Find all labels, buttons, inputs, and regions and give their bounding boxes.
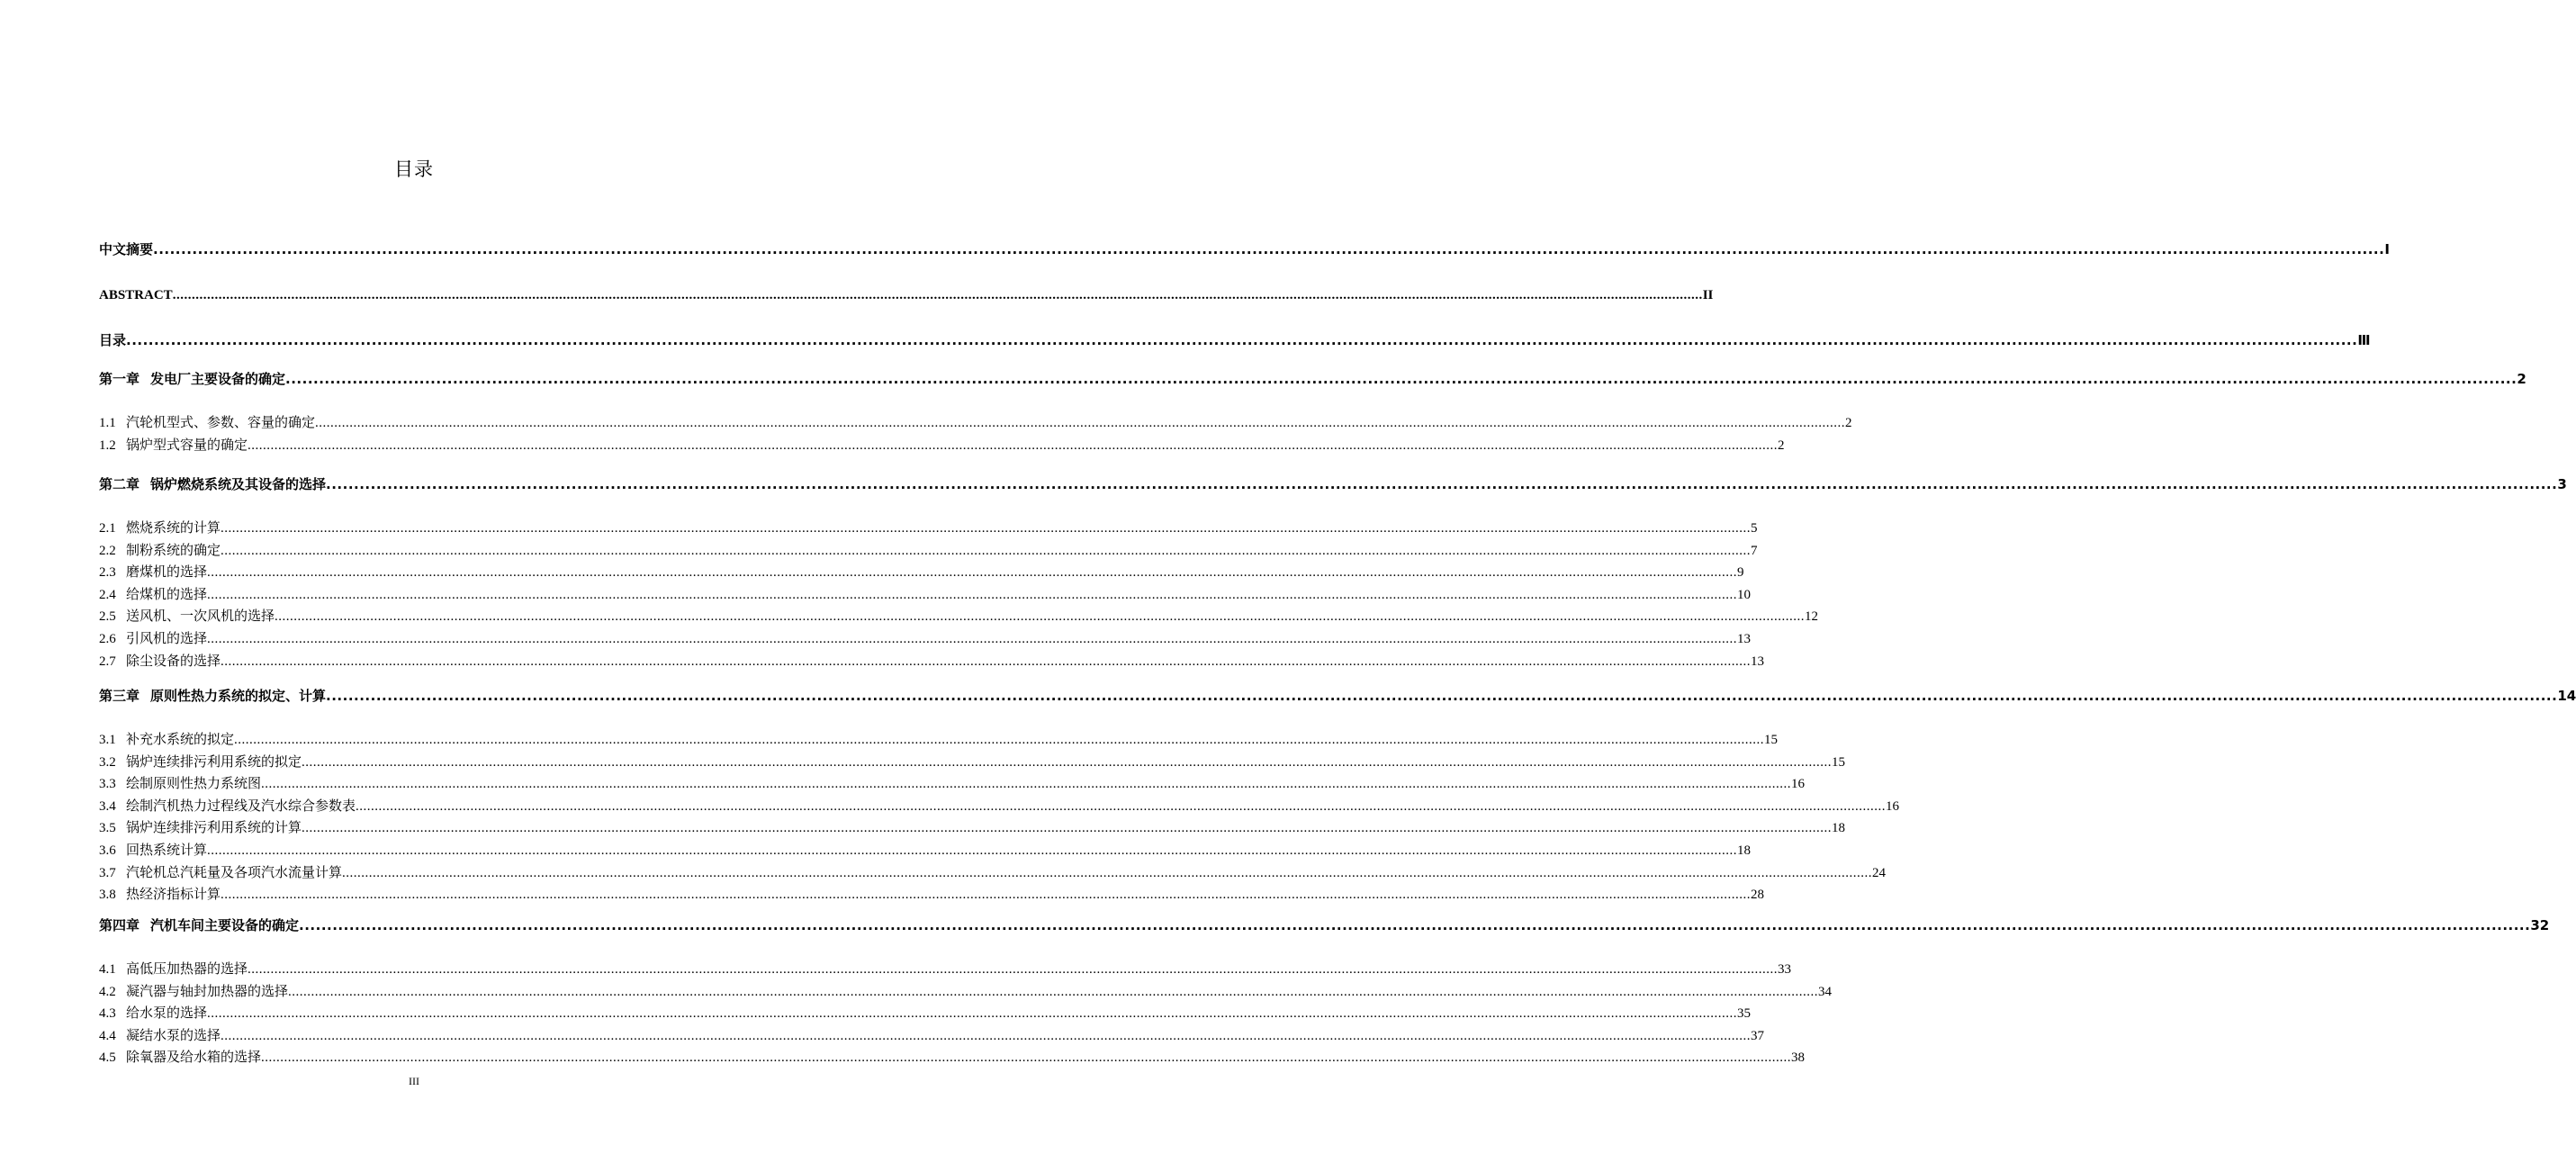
dot-leader: ................................................................................................................................................................................................................................................................................................................................................................................................................ (342, 866, 1873, 880)
toc-entry-label (99, 1003, 207, 1022)
toc-entry-label (99, 915, 299, 934)
toc-front-title: 中文摘要 (99, 241, 154, 257)
dot-leader: ................................................................................................................................................................................................................................................................................................................................................................................................................ (207, 843, 1738, 858)
dot-leader: ................................................................................................................................................................................................................................................................................................................................................................................................................ (315, 416, 1846, 430)
toc-section-entry[interactable] (99, 1003, 1752, 1022)
toc-entry-label (99, 1047, 261, 1066)
section-title: 高低压加热器的选择 (126, 962, 248, 977)
toc-section-entry[interactable] (99, 435, 1785, 454)
dot-leader: ................................................................................................................................................................................................................................................................................................................................................................................................................ (356, 799, 1887, 814)
toc-entry-label (99, 1025, 221, 1044)
toc-entry-label (99, 796, 356, 815)
dot-leader: ................................................................................................................................................................................................................................................................................................................................................................................................................ (261, 777, 1792, 791)
section-number: 2.3 (99, 565, 116, 580)
chapter-title: 锅炉燃烧系统及其设备的选择 (150, 476, 327, 492)
dot-leader: ................................................................................................................................................................................................................................................................................................................................................................................................................ (207, 565, 1738, 580)
section-title: 回热系统计算 (126, 843, 208, 858)
toc-page-number: 15 (1832, 755, 1846, 770)
section-number: 3.5 (99, 821, 116, 835)
section-number: 3.3 (99, 777, 116, 791)
section-number: 4.4 (99, 1029, 116, 1043)
toc-page-number: Ⅲ (2357, 332, 2371, 348)
section-title: 给水泵的选择 (126, 1006, 208, 1021)
section-number: 2.5 (99, 609, 116, 624)
section-title: 除氧器及给水箱的选择 (126, 1050, 262, 1065)
toc-page-number: 33 (1778, 962, 1792, 977)
section-title: 汽轮机型式、参数、容量的确定 (126, 416, 316, 430)
dot-leader: ................................................................................................................................................................................................................................................................................................................................................................................................................ (221, 544, 1752, 558)
toc-front-title: ABSTRACT (99, 288, 173, 302)
toc-section-entry[interactable] (99, 651, 1765, 670)
section-title: 给煤机的选择 (126, 588, 208, 602)
section-number: 3.2 (99, 755, 116, 770)
toc-entry-label (99, 817, 302, 836)
toc-entry-label (99, 518, 221, 536)
toc-entry-label (99, 239, 153, 258)
section-number: 2.2 (99, 544, 116, 558)
toc-entry-label (99, 840, 207, 859)
dot-leader: ................................................................................................................................................................................................................................................................................................................................................................................................................ (302, 821, 1833, 835)
toc-chapter-entry[interactable] (99, 369, 2526, 388)
dot-leader: ................................................................................................................................................................................................................................................................................................................................................................................................................ (221, 888, 1752, 902)
toc-page-number: 15 (1764, 733, 1779, 747)
toc-entry-label (99, 628, 207, 647)
toc-section-entry[interactable] (99, 840, 1752, 859)
toc-page-number: 28 (1751, 888, 1765, 902)
toc-section-entry[interactable] (99, 562, 1744, 581)
toc-entry-label (99, 981, 288, 1000)
toc-entry-label (99, 288, 173, 303)
toc-front-entry[interactable] (99, 239, 2390, 258)
chapter-number: 第二章 (99, 476, 140, 492)
dot-leader: ................................................................................................................................................................................................................................................................................................................................................................................................................ (285, 371, 2517, 387)
dot-leader: ................................................................................................................................................................................................................................................................................................................................................................................................................ (221, 1029, 1752, 1043)
section-title: 送风机、一次风机的选择 (126, 609, 275, 624)
toc-section-entry[interactable] (99, 862, 1887, 881)
toc-page-number: II (1702, 288, 1714, 302)
dot-leader: ................................................................................................................................................................................................................................................................................................................................................................................................................ (299, 917, 2531, 933)
toc-page-number: 13 (1737, 632, 1752, 646)
section-number: 2.1 (99, 521, 116, 536)
dot-leader: ................................................................................................................................................................................................................................................................................................................................................................................................................ (275, 609, 1806, 624)
dot-leader: ................................................................................................................................................................................................................................................................................................................................................................................................................ (207, 1006, 1738, 1021)
toc-page-number: 37 (1751, 1029, 1765, 1043)
dot-leader: ................................................................................................................................................................................................................................................................................................................................................................................................................ (172, 288, 1703, 302)
toc-front-entry[interactable] (99, 330, 2371, 349)
toc-entry-label (99, 959, 248, 978)
section-number: 4.2 (99, 985, 116, 999)
chapter-title: 汽机车间主要设备的确定 (150, 917, 300, 933)
page-footer-number: III (409, 1075, 419, 1087)
toc-page-number: 3 (2557, 476, 2567, 492)
toc-page-number: 16 (1791, 777, 1806, 791)
toc-page-number: 2 (1845, 416, 1852, 430)
toc-page-number: 14 (2557, 688, 2576, 704)
section-title: 锅炉连续排污利用系统的计算 (126, 821, 302, 835)
toc-chapter-entry[interactable] (99, 686, 2576, 705)
toc-section-entry[interactable] (99, 817, 1846, 836)
section-title: 燃烧系统的计算 (126, 521, 221, 536)
section-title: 补充水系统的拟定 (126, 733, 235, 747)
toc-page-number: 12 (1805, 609, 1819, 624)
toc-entry-label (99, 729, 234, 748)
chapter-number: 第一章 (99, 371, 140, 387)
toc-entry-label (99, 862, 342, 881)
section-title: 绘制汽机热力过程线及汽水综合参数表 (126, 799, 356, 814)
toc-entry-label (99, 330, 126, 349)
toc-entry-label (99, 562, 207, 581)
chapter-title: 发电厂主要设备的确定 (150, 371, 286, 387)
toc-entry-label (99, 651, 221, 670)
dot-leader: ................................................................................................................................................................................................................................................................................................................................................................................................................ (288, 985, 1819, 999)
dot-leader: ................................................................................................................................................................................................................................................................................................................................................................................................................ (207, 588, 1738, 602)
dot-leader: ................................................................................................................................................................................................................................................................................................................................................................................................................ (221, 521, 1752, 536)
toc-page-number: 5 (1751, 521, 1758, 536)
toc-entry-label (99, 540, 221, 559)
toc-section-entry[interactable] (99, 752, 1846, 771)
toc-section-entry[interactable] (99, 1047, 1806, 1066)
section-number: 2.6 (99, 632, 116, 646)
toc-page-number: 34 (1818, 985, 1833, 999)
dot-leader: ................................................................................................................................................................................................................................................................................................................................................................................................................ (326, 476, 2558, 492)
toc-page-number: 18 (1832, 821, 1846, 835)
toc-entry-label (99, 412, 315, 431)
toc-section-entry[interactable] (99, 884, 1765, 903)
section-number: 4.1 (99, 962, 116, 977)
toc-entry-label (99, 474, 326, 493)
chapter-title: 原则性热力系统的拟定、计算 (150, 688, 327, 704)
chapter-number: 第四章 (99, 917, 140, 933)
toc-page-number: 35 (1737, 1006, 1752, 1021)
section-title: 凝结水泵的选择 (126, 1029, 221, 1043)
dot-leader: ................................................................................................................................................................................................................................................................................................................................................................................................................ (326, 688, 2558, 704)
toc-page-number: 13 (1751, 654, 1765, 669)
section-title: 锅炉型式容量的确定 (126, 438, 248, 453)
page-title: 目录 (394, 158, 434, 180)
toc-section-entry[interactable] (99, 518, 1758, 536)
dot-leader: ................................................................................................................................................................................................................................................................................................................................................................................................................ (261, 1050, 1792, 1065)
section-number: 3.8 (99, 888, 116, 902)
toc-page-number: 2 (1778, 438, 1785, 453)
toc-page-number: 16 (1886, 799, 1900, 814)
section-title: 锅炉连续排污利用系统的拟定 (126, 755, 302, 770)
toc-page-number: 38 (1791, 1050, 1806, 1065)
toc-section-entry[interactable] (99, 981, 1833, 1000)
section-number: 3.6 (99, 843, 116, 858)
toc-section-entry[interactable] (99, 540, 1758, 559)
toc-front-title: 目录 (99, 332, 127, 348)
section-title: 除尘设备的选择 (126, 654, 221, 669)
dot-leader: ................................................................................................................................................................................................................................................................................................................................................................................................................ (126, 332, 2358, 348)
dot-leader: ................................................................................................................................................................................................................................................................................................................................................................................................................ (248, 962, 1779, 977)
toc-entry-label (99, 435, 248, 454)
toc-page-number: 10 (1737, 588, 1752, 602)
toc-page-number: 2 (2517, 371, 2526, 387)
toc-entry-label (99, 686, 326, 705)
section-number: 2.4 (99, 588, 116, 602)
dot-leader: ................................................................................................................................................................................................................................................................................................................................................................................................................ (207, 632, 1738, 646)
toc-entry-label (99, 369, 285, 388)
section-number: 3.4 (99, 799, 116, 814)
dot-leader: ................................................................................................................................................................................................................................................................................................................................................................................................................ (153, 241, 2385, 257)
toc-section-entry[interactable] (99, 1025, 1765, 1044)
toc-page-number: 7 (1751, 544, 1758, 558)
toc-section-entry[interactable] (99, 773, 1806, 792)
section-title: 制粉系统的确定 (126, 544, 221, 558)
dot-leader: ................................................................................................................................................................................................................................................................................................................................................................................................................ (221, 654, 1752, 669)
section-number: 3.1 (99, 733, 116, 747)
section-number: 4.3 (99, 1006, 116, 1021)
toc-section-entry[interactable] (99, 628, 1752, 647)
chapter-number: 第三章 (99, 688, 140, 704)
section-title: 凝汽器与轴封加热器的选择 (126, 985, 289, 999)
dot-leader: ................................................................................................................................................................................................................................................................................................................................................................................................................ (234, 733, 1765, 747)
toc-section-entry[interactable] (99, 796, 1900, 815)
section-number: 1.1 (99, 416, 116, 430)
section-title: 汽轮机总汽耗量及各项汽水流量计算 (126, 866, 343, 880)
toc-page-number: 32 (2530, 917, 2550, 933)
toc-chapter-entry[interactable] (99, 915, 2550, 934)
toc-entry-label (99, 752, 302, 771)
toc-section-entry[interactable] (99, 606, 1819, 625)
toc-chapter-entry[interactable] (99, 474, 2567, 493)
section-number: 2.7 (99, 654, 116, 669)
section-number: 4.5 (99, 1050, 116, 1065)
dot-leader: ................................................................................................................................................................................................................................................................................................................................................................................................................ (248, 438, 1779, 453)
section-number: 3.7 (99, 866, 116, 880)
toc-entry-label (99, 606, 275, 625)
toc-page-number: 9 (1737, 565, 1744, 580)
section-number: 1.2 (99, 438, 116, 453)
toc-section-entry[interactable] (99, 729, 1779, 748)
toc-section-entry[interactable] (99, 412, 1852, 431)
toc-front-entry[interactable] (99, 288, 1714, 303)
toc-section-entry[interactable] (99, 959, 1792, 978)
toc-entry-label (99, 773, 261, 792)
dot-leader: ................................................................................................................................................................................................................................................................................................................................................................................................................ (302, 755, 1833, 770)
toc-entry-label (99, 584, 207, 603)
section-title: 热经济指标计算 (126, 888, 221, 902)
toc-section-entry[interactable] (99, 584, 1752, 603)
section-title: 引风机的选择 (126, 632, 208, 646)
section-title: 绘制原则性热力系统图 (126, 777, 262, 791)
toc-entry-label (99, 884, 221, 903)
toc-page-number: 24 (1872, 866, 1887, 880)
toc-page-number: I (2384, 241, 2390, 257)
section-title: 磨煤机的选择 (126, 565, 208, 580)
toc-page-number: 18 (1737, 843, 1752, 858)
